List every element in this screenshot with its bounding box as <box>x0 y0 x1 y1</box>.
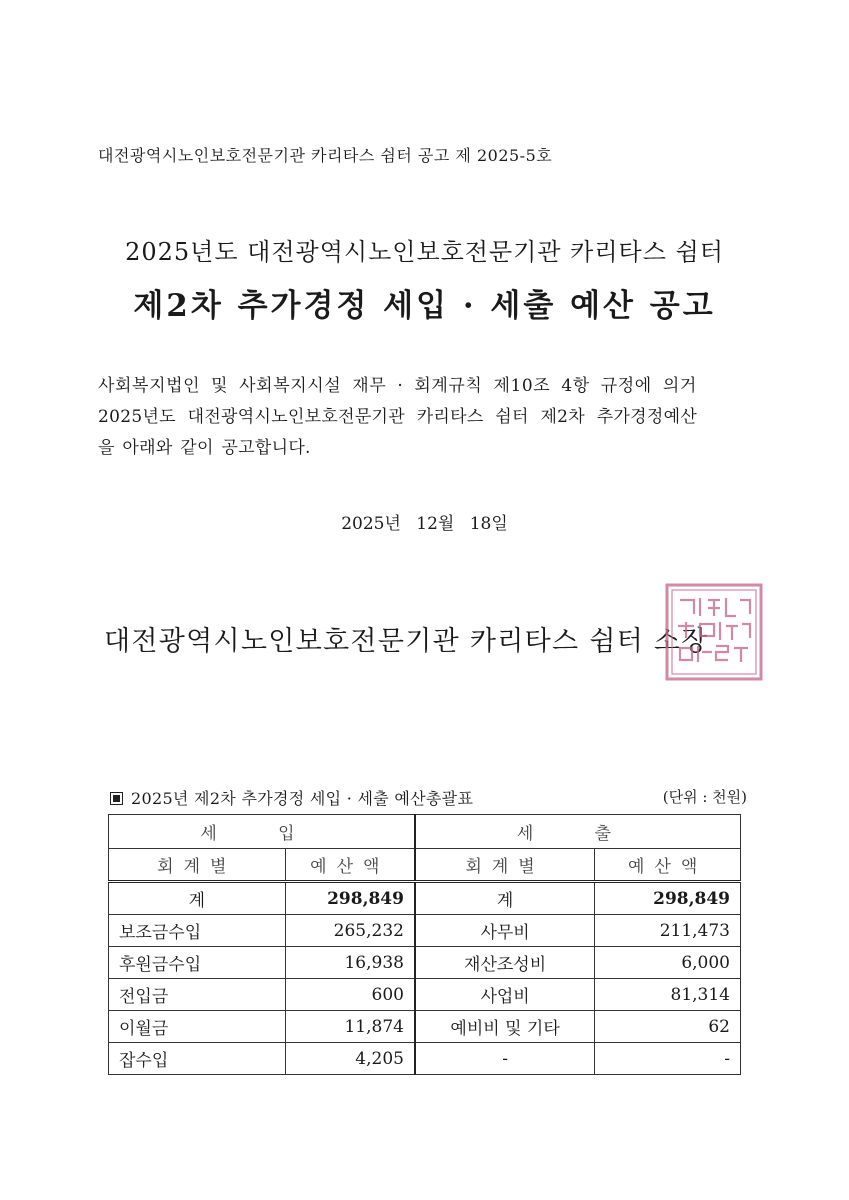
body-text <box>98 371 758 464</box>
revenue-item-amount: 16,938 <box>285 947 415 979</box>
revenue-item-label: 잡수입 <box>109 1043 286 1075</box>
revenue-amount-header: 예산액 <box>285 849 415 882</box>
revenue-item-label: 후원금수입 <box>109 947 286 979</box>
expense-item-amount: 211,473 <box>595 915 741 947</box>
expense-item-amount: 6,000 <box>595 947 741 979</box>
signature-line: 대전광역시노인보호전문기관 카리타스 쉼터 소장 <box>104 626 709 657</box>
expense-item-label: 예비비 및 기타 <box>415 1011 595 1043</box>
revenue-total-amount: 298,849 <box>285 882 415 915</box>
expense-total-label: 계 <box>415 882 595 915</box>
expense-item-label: - <box>415 1043 595 1075</box>
table-row <box>109 915 741 947</box>
title-line-2: 제2차 추가경정 세입 · 세출 예산 공고 <box>133 288 716 324</box>
expense-item-amount: - <box>595 1043 741 1075</box>
table-row <box>109 1011 741 1043</box>
table-row <box>109 1043 741 1075</box>
expense-section-header: 세 출 <box>415 815 741 849</box>
revenue-item-label: 이월금 <box>109 1011 286 1043</box>
expense-item-label: 사무비 <box>415 915 595 947</box>
expense-total-amount: 298,849 <box>595 882 741 915</box>
expense-item-amount: 62 <box>595 1011 741 1043</box>
table-row <box>109 947 741 979</box>
revenue-item-label: 전입금 <box>109 979 286 1011</box>
column-header-row <box>109 849 741 882</box>
total-row <box>109 882 741 915</box>
body-line-2: 2025년도 대전광역시노인보호전문기관 카리타스 쉼터 제2차 추가경정예산 <box>98 407 698 427</box>
square-bullet-icon <box>110 792 123 805</box>
revenue-total-label: 계 <box>109 882 286 915</box>
table-row <box>109 979 741 1011</box>
body-line-1: 사회복지법인 및 사회복지시설 재무 · 회계규칙 제10조 4항 규정에 의거 <box>98 376 697 396</box>
table-caption <box>110 786 473 809</box>
section-header-row <box>109 815 741 849</box>
budget-summary-table <box>108 814 741 1075</box>
revenue-item-label: 보조금수입 <box>109 915 286 947</box>
title-line-1: 2025년도 대전광역시노인보호전문기관 카리타스 쉼터 <box>125 238 724 266</box>
table-caption-text: 2025년 제2차 추가경정 세입 · 세출 예산총괄표 <box>131 789 474 808</box>
revenue-item-amount: 11,874 <box>285 1011 415 1043</box>
revenue-section-header: 세 입 <box>109 815 415 849</box>
revenue-item-amount: 600 <box>285 979 415 1011</box>
revenue-item-amount: 265,232 <box>285 915 415 947</box>
expense-account-header: 회계별 <box>415 849 595 882</box>
expense-amount-header: 예산액 <box>595 849 741 882</box>
body-line-3: 을 아래와 같이 공고합니다. <box>98 438 311 458</box>
expense-item-label: 사업비 <box>415 979 595 1011</box>
expense-item-amount: 81,314 <box>595 979 741 1011</box>
official-seal-icon <box>664 582 764 682</box>
notice-number: 대전광역시노인보호전문기관 카리타스 쉼터 공고 제 2025-5호 <box>98 146 553 165</box>
expense-item-label: 재산조성비 <box>415 947 595 979</box>
notice-date: 2025년 12월 18일 <box>341 514 508 534</box>
revenue-account-header: 회계별 <box>109 849 286 882</box>
table-unit: (단위 : 천원) <box>662 788 747 806</box>
revenue-item-amount: 4,205 <box>285 1043 415 1075</box>
